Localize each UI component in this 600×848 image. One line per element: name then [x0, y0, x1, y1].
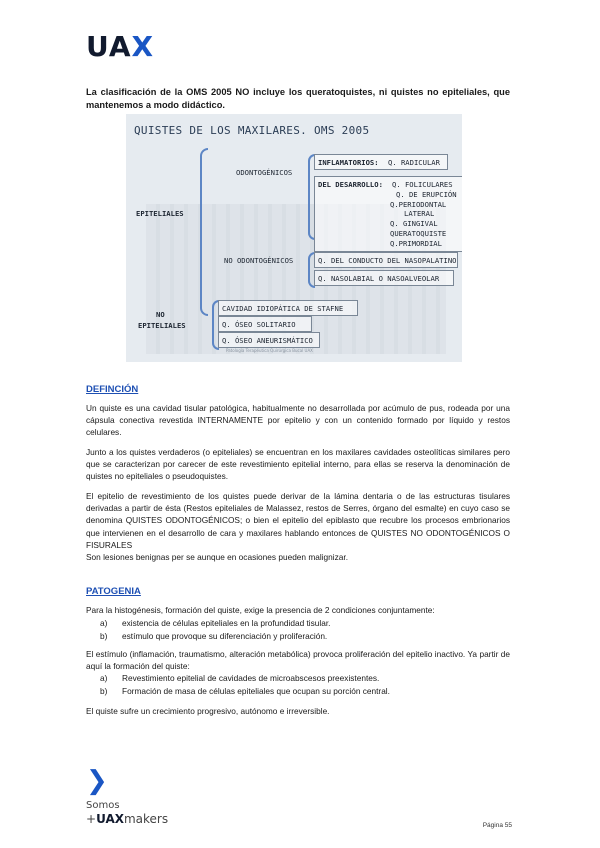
stafne: CAVIDAD IDIOPÁTICA DE STAFNE	[222, 304, 344, 313]
oseo-aneurismatico: Q. ÓSEO ANEURISMÁTICO	[222, 336, 313, 345]
intro-paragraph: La clasificación de la OMS 2005 NO incluye los queratoquistes, ni quistes no epiteliales, que mantenemos a modo didáctico.	[86, 87, 510, 110]
uax-logo: UAX	[86, 30, 155, 63]
patogenia-list-1	[100, 617, 510, 642]
figure-caption: Patología Terapéutica Quirúrgica Bucal UAX	[226, 348, 313, 353]
nasopalatino: Q. DEL CONDUCTO DEL NASOPALATINO	[318, 256, 457, 265]
patogenia-p1: Para la histogénesis, formación del quiste, exige la presencia de 2 condiciones conjuntamente:	[86, 605, 435, 615]
footer-makers: +UAXmakers	[86, 812, 169, 826]
definicion-p1: Un quiste es una cavidad tisular patológica, habitualmente no desarrollada por acúmulo de pus, rodeada por una cápsula conectiva revestida INTERNAMENTE por epitelio y con un contenido formado por líquido y restos celulares.	[86, 403, 510, 438]
figure-title: QUISTES DE LOS MAXILARES. OMS 2005	[134, 124, 370, 137]
label-epiteliales: EPITELIALES	[136, 209, 184, 218]
nasolabial: Q. NASOLABIAL O NASOALVEOLAR	[318, 274, 440, 283]
desarrollo-item-0: Q. FOLICULARES	[392, 180, 453, 189]
list-item: a) existencia de células epiteliales en la profundidad tisular.	[100, 618, 331, 628]
section-title-patogenia: PATOGENIA	[86, 586, 141, 597]
label-no: NO	[156, 310, 165, 319]
list-item: b) Formación de masa de células epiteliales que ocupan su porción central.	[100, 685, 390, 696]
label-odontogenicos: ODONTOGÉNICOS	[236, 168, 293, 177]
list-item: a) Revestimiento epitelial de cavidades de microabscesos preexistentes.	[100, 673, 380, 683]
definicion-p4: Son lesiones benignas per se aunque en ocasiones pueden malignizar.	[86, 552, 348, 562]
chevron-right-icon: ❯	[86, 766, 108, 796]
patogenia-p2: El estímulo (inflamación, traumatismo, alteración metabólica) provoca proliferación del epitelio inactivo. Ya partir de aquí la formación del quiste:	[86, 649, 510, 672]
patogenia-p3: El quiste sufre un crecimiento progresivo, autónomo e irreversible.	[86, 706, 330, 716]
definicion-p2: Junto a los quistes verdaderos (o epiteliales) se encuentran en los maxilares cavidades osteolíticas similares pero que se caracterizan por carecer de este revestimiento epitelial interno, para ellas se reserva la denominación de quistes no epiteliales o pseudoquistes.	[86, 447, 510, 482]
desarrollo-item-5: QUERATOQUISTE	[390, 229, 447, 238]
desarrollo-item-2: Q.PERIODONTAL	[390, 200, 447, 209]
patogenia-list-2	[100, 672, 510, 697]
inflamatorios-label: INFLAMATORIOS:	[318, 158, 379, 167]
list-item: b) estímulo que provoque su diferenciación y proliferación.	[100, 630, 328, 641]
section-title-definicion: DEFINCIÓN	[86, 384, 139, 395]
page-number: Página 55	[482, 822, 512, 829]
label-no-odontogenicos: NO ODONTOGÉNICOS	[224, 256, 294, 265]
desarrollo-item-3: LATERAL	[404, 209, 435, 218]
label-no-epiteliales: EPITELIALES	[138, 321, 186, 330]
definicion-p3: El epitelio de revestimiento de los quistes puede derivar de la lámina dentaria o de las estructuras tisulares derivadas a partir de ésta (Restos epiteliales de Malassez, restos de Serres, órgano del esmalte) en cuyo caso se denomina QUISTES ODONTOGÉNICOS; o bien el epitelio del epiblasto que recubre los procesos embrionarios que intervienen en el desarrollo de cara y maxilares hablando entonces de QUISTES NO ODONTOGÉNICOS O FISURALES	[86, 491, 510, 550]
bracket-epiteliales	[200, 148, 208, 316]
desarrollo-item-4: Q. GINGIVAL	[390, 219, 438, 228]
footer-somos: Somos	[86, 800, 120, 811]
desarrollo-item-6: Q.PRIMORDIAL	[390, 239, 442, 248]
inflamatorios-item: Q. RADICULAR	[388, 158, 440, 167]
desarrollo-item-1: Q. DE ERUPCIÓN	[396, 190, 457, 199]
oseo-solitario: Q. ÓSEO SOLITARIO	[222, 320, 296, 329]
classification-figure	[126, 114, 462, 362]
desarrollo-label: DEL DESARROLLO:	[318, 180, 383, 189]
